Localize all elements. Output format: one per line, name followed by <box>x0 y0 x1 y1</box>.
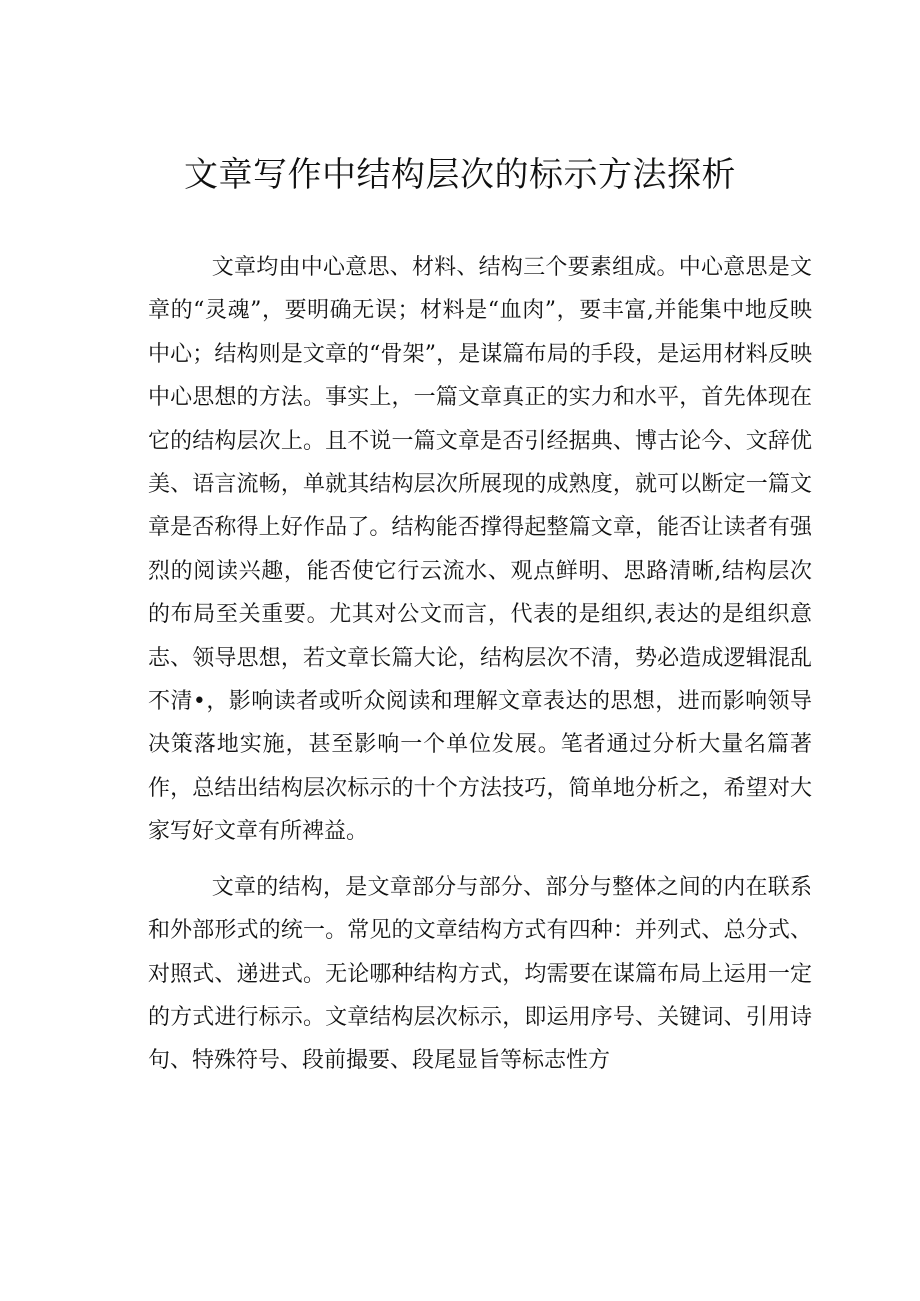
document-title: 文章写作中结构层次的标示方法探析 <box>184 155 736 195</box>
document-body <box>148 246 812 1083</box>
paragraph-2: 文章的结构，是文章部分与部分、部分与整体之间的内在联系和外部形式的统一。常见的文章结构方式有四种：并列式、总分式、对照式、递进式。无论哪种结构方式，均需要在谋篇布局上运用一定的方式进行标示。文章结构层次标示，即运用序号、关键词、引用诗句、特殊符号、段前撮要、段尾显旨等标志性方 <box>148 874 812 1074</box>
paragraph-1: 文章均由中心意思、材料、结构三个要素组成。中心意思是文章的“灵魂”，要明确无误；材料是“血肉”，要丰富,并能集中地反映中心；结构则是文章的“骨架”，是谋篇布局的手段，是运用材料反映中心思想的方法。事实上，一篇文章真正的实力和水平，首先体现在它的结构层次上。且不说一篇文章是否引经据典、博古论今、文辞优美、语言流畅，单就其结构层次所展现的成熟度，就可以断定一篇文章是否称得上好作品了。结构能否撑得起整篇文章，能否让读者有强烈的阅读兴趣，能否使它行云流水、观点鲜明、思路清晰,结构层次的布局至关重要。尤其对公文而言，代表的是组织,表达的是组织意志、领导思想，若文章长篇大论，结构层次不清，势必造成逻辑混乱不清•，影响读者或听众阅读和理解文章表达的思想，进而影响领导决策落地实施，甚至影响一个单位发展。笔者通过分析大量名篇著作，总结出结构层次标示的十个方法技巧，简单地分析之，希望对大家写好文章有所裨益。 <box>148 255 812 845</box>
